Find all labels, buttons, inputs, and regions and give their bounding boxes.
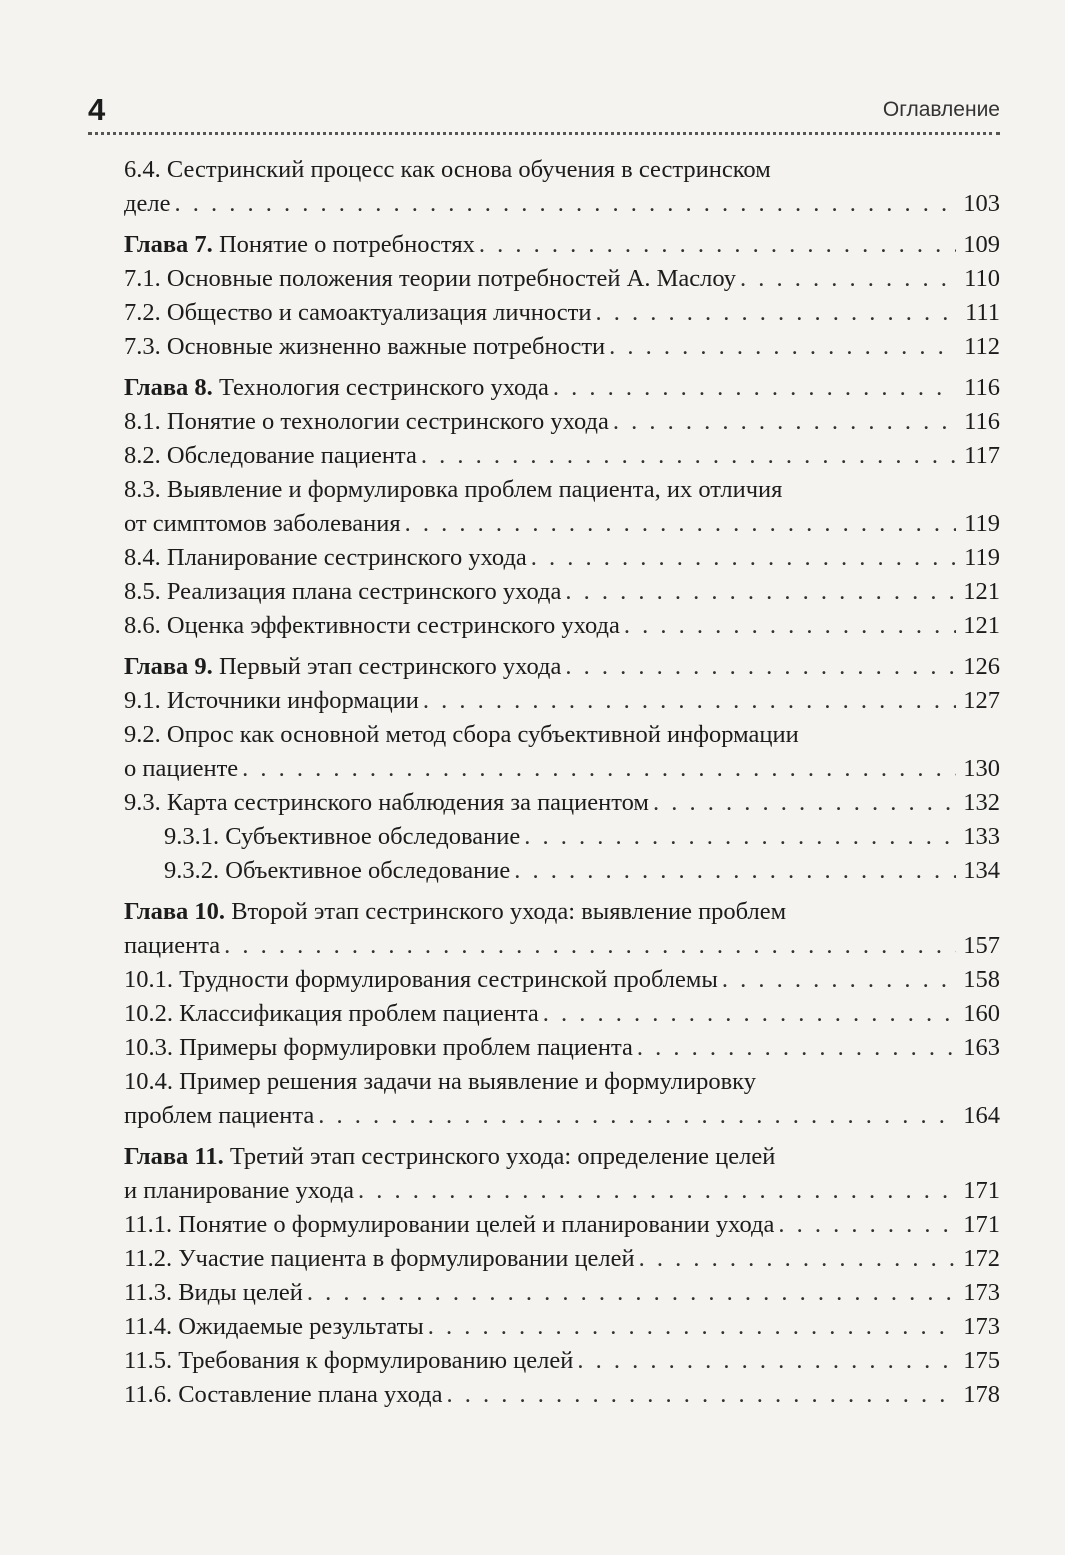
toc-section-entry xyxy=(88,262,1000,296)
toc-entry-line xyxy=(124,187,1000,221)
dot-leader xyxy=(428,1310,956,1344)
toc-entry-line xyxy=(124,929,1000,963)
chapter-label: Глава 8. xyxy=(124,374,213,401)
toc-entry-title xyxy=(124,405,609,439)
dot-leader xyxy=(565,650,956,684)
toc-entry-line xyxy=(124,439,1000,473)
toc-entry-line xyxy=(124,228,1000,262)
toc-entry-title xyxy=(124,439,417,473)
toc-entry-text: 9.3.2. Объективное обследование xyxy=(164,857,511,884)
toc-section-entry xyxy=(88,854,1000,888)
toc-entry-text: Технология сестринского ухода xyxy=(218,374,549,401)
toc-entry-text: 8.2. Обследование пациента xyxy=(124,442,417,469)
dot-leader xyxy=(778,1208,956,1242)
toc-entry-text: Первый этап сестринского ухода xyxy=(218,653,562,680)
toc-entry-text: 8.4. Планирование сестринского ухода xyxy=(124,544,527,571)
toc-entry-title xyxy=(124,609,620,643)
toc-entry-title xyxy=(124,752,238,786)
toc-page-number: 158 xyxy=(963,966,1000,993)
dot-leader xyxy=(514,854,956,888)
page-header xyxy=(88,92,1000,128)
toc-page-number: 160 xyxy=(963,1000,1000,1027)
dot-leader xyxy=(595,296,956,330)
toc-entry-text: 11.5. Требования к формулированию целей xyxy=(124,1347,574,1374)
dot-leader xyxy=(637,1031,956,1065)
toc-section-entry xyxy=(88,718,1000,786)
toc-entry-line xyxy=(124,296,1000,330)
toc-entry-title xyxy=(124,1068,756,1095)
toc-page-number: 111 xyxy=(965,299,1000,326)
toc-entry-text: от симптомов заболевания xyxy=(124,510,401,537)
dot-leader xyxy=(423,684,956,718)
toc-section-entry xyxy=(88,541,1000,575)
toc-entry-line xyxy=(124,371,1000,405)
toc-entry-line xyxy=(124,1378,1000,1412)
toc-entry-title xyxy=(124,262,736,296)
toc-entry-line xyxy=(124,541,1000,575)
toc-page-number: 164 xyxy=(963,1102,1000,1129)
dot-leader xyxy=(174,187,956,221)
toc-entry-line xyxy=(124,1099,1000,1133)
toc-entry-text: 11.6. Составление плана ухода xyxy=(124,1381,443,1408)
toc-entry-line xyxy=(164,854,1000,888)
dot-leader xyxy=(524,820,956,854)
dot-leader xyxy=(242,752,956,786)
toc-entry-line xyxy=(124,405,1000,439)
toc-entry-line xyxy=(124,1242,1000,1276)
toc-entry-text: 7.1. Основные положения теории потребностей А. Маслоу xyxy=(124,265,736,292)
toc-section-entry xyxy=(88,684,1000,718)
toc-page-number: 133 xyxy=(963,823,1000,850)
toc-entry-title xyxy=(164,820,520,854)
toc-section-entry xyxy=(88,1310,1000,1344)
header-dotted-rule xyxy=(88,132,1000,135)
toc-entry-title xyxy=(124,929,220,963)
toc-page-number: 127 xyxy=(963,687,1000,714)
toc-chapter-entry xyxy=(88,1140,1000,1208)
toc-entry-line xyxy=(124,609,1000,643)
toc-entry-line xyxy=(124,752,1000,786)
toc-page-number: 116 xyxy=(964,374,1000,401)
toc-entry-text: 10.2. Классификация проблем пациента xyxy=(124,1000,539,1027)
toc-entry-title xyxy=(124,1242,635,1276)
toc-entry-title xyxy=(124,1310,424,1344)
dot-leader xyxy=(421,439,956,473)
toc-entry-text: 8.3. Выявление и формулировка проблем пациента, их отличия xyxy=(124,476,783,503)
toc-section-entry xyxy=(88,439,1000,473)
toc-entry-text: 11.4. Ожидаемые результаты xyxy=(124,1313,424,1340)
toc-entry-title xyxy=(124,296,591,330)
toc-entry-text: проблем пациента xyxy=(124,1102,315,1129)
dot-leader xyxy=(447,1378,956,1412)
toc-entry-text: 10.4. Пример решения задачи на выявление и формулировку xyxy=(124,1068,756,1095)
toc-entry-title xyxy=(124,1344,573,1378)
toc-entry-title xyxy=(124,1099,314,1133)
toc-entry-line xyxy=(124,684,1000,718)
dot-leader xyxy=(531,541,956,575)
table-of-contents xyxy=(88,153,1000,1412)
toc-entry-title xyxy=(124,371,549,405)
toc-entry-line xyxy=(124,473,1000,507)
toc-entry-title xyxy=(124,1031,633,1065)
toc-entry-text: 6.4. Сестринский процесс как основа обучения в сестринском xyxy=(124,156,771,183)
toc-page-number: 175 xyxy=(963,1347,1000,1374)
toc-section-entry xyxy=(88,1208,1000,1242)
dot-leader xyxy=(553,371,956,405)
toc-section-entry xyxy=(88,997,1000,1031)
running-head: Оглавление xyxy=(882,98,1000,121)
toc-section-entry xyxy=(88,405,1000,439)
dot-leader xyxy=(653,786,956,820)
toc-entry-title xyxy=(124,786,649,820)
dot-leader xyxy=(479,228,956,262)
toc-entry-text: о пациенте xyxy=(124,755,239,782)
toc-section-entry xyxy=(88,296,1000,330)
toc-entry-line xyxy=(124,650,1000,684)
dot-leader xyxy=(722,963,956,997)
toc-entry-title xyxy=(124,721,799,748)
toc-entry-line xyxy=(124,895,1000,929)
toc-entry-title xyxy=(124,898,786,925)
toc-entry-title xyxy=(124,156,771,183)
toc-page-number: 121 xyxy=(963,612,1000,639)
toc-entry-text: 8.5. Реализация плана сестринского ухода xyxy=(124,578,562,605)
toc-entry-text: Понятие о потребностях xyxy=(218,231,475,258)
chapter-label: Глава 7. xyxy=(124,231,213,258)
toc-section-entry xyxy=(88,963,1000,997)
toc-page-number: 119 xyxy=(964,510,1000,537)
toc-entry-line xyxy=(124,1174,1000,1208)
toc-page-number: 130 xyxy=(963,755,1000,782)
toc-entry-line xyxy=(124,153,1000,187)
toc-entry-text: 11.3. Виды целей xyxy=(124,1279,303,1306)
toc-section-entry xyxy=(88,1031,1000,1065)
toc-section-entry xyxy=(88,1065,1000,1133)
toc-entry-title xyxy=(124,1208,774,1242)
toc-page-number: 116 xyxy=(964,408,1000,435)
dot-leader xyxy=(565,575,956,609)
chapter-label: Глава 11. xyxy=(124,1143,224,1170)
toc-page-number: 109 xyxy=(963,231,1000,258)
page-number: 4 xyxy=(88,92,106,127)
dot-leader xyxy=(224,929,956,963)
toc-entry-line xyxy=(124,1208,1000,1242)
toc-entry-text: 11.2. Участие пациента в формулировании целей xyxy=(124,1245,635,1272)
toc-entry-title xyxy=(124,476,782,503)
toc-page-number: 110 xyxy=(964,265,1000,292)
toc-entry-title xyxy=(124,1276,303,1310)
toc-page-number: 173 xyxy=(963,1313,1000,1340)
toc-page-number: 134 xyxy=(963,857,1000,884)
dot-leader xyxy=(358,1174,956,1208)
toc-page-number: 171 xyxy=(963,1177,1000,1204)
toc-section-entry xyxy=(88,153,1000,221)
toc-page-number: 117 xyxy=(964,442,1000,469)
dot-leader xyxy=(543,997,956,1031)
toc-entry-line xyxy=(124,507,1000,541)
toc-page-number: 121 xyxy=(963,578,1000,605)
toc-entry-line xyxy=(124,262,1000,296)
toc-entry-line xyxy=(124,1031,1000,1065)
toc-section-entry xyxy=(88,609,1000,643)
toc-chapter-entry xyxy=(88,895,1000,963)
toc-entry-text: и планирование ухода xyxy=(124,1177,354,1204)
toc-entry-text: пациента xyxy=(124,932,221,959)
toc-page-number: 132 xyxy=(963,789,1000,816)
toc-section-entry xyxy=(88,473,1000,541)
dot-leader xyxy=(405,507,956,541)
dot-leader xyxy=(318,1099,956,1133)
toc-entry-title xyxy=(124,1378,443,1412)
toc-section-entry xyxy=(88,1378,1000,1412)
toc-entry-title xyxy=(124,997,539,1031)
toc-entry-text: 8.1. Понятие о технологии сестринского ухода xyxy=(124,408,609,435)
toc-entry-line xyxy=(124,1276,1000,1310)
chapter-label: Глава 9. xyxy=(124,653,213,680)
toc-entry-line xyxy=(124,718,1000,752)
toc-page-number: 126 xyxy=(963,653,1000,680)
toc-entry-text: 7.2. Общество и самоактуализация личности xyxy=(124,299,592,326)
toc-entry-text: 9.3. Карта сестринского наблюдения за пациентом xyxy=(124,789,649,816)
toc-entry-line xyxy=(124,1310,1000,1344)
toc-entry-title xyxy=(124,507,401,541)
toc-entry-text: 11.1. Понятие о формулировании целей и планировании ухода xyxy=(124,1211,775,1238)
toc-entry-title xyxy=(124,650,561,684)
toc-entry-title xyxy=(124,330,605,364)
toc-entry-line xyxy=(124,786,1000,820)
toc-entry-text: 9.2. Опрос как основной метод сбора субъективной информации xyxy=(124,721,799,748)
dot-leader xyxy=(609,330,956,364)
toc-entry-text: 9.3.1. Субъективное обследование xyxy=(164,823,521,850)
toc-page-number: 178 xyxy=(963,1381,1000,1408)
toc-page-number: 171 xyxy=(963,1211,1000,1238)
dot-leader xyxy=(740,262,956,296)
toc-page-number: 172 xyxy=(963,1245,1000,1272)
toc-entry-title xyxy=(164,854,510,888)
toc-section-entry xyxy=(88,1276,1000,1310)
toc-entry-text: 10.3. Примеры формулировки проблем пациента xyxy=(124,1034,633,1061)
chapter-label: Глава 10. xyxy=(124,898,226,925)
toc-page-number: 103 xyxy=(963,190,1000,217)
toc-section-entry xyxy=(88,330,1000,364)
toc-section-entry xyxy=(88,575,1000,609)
dot-leader xyxy=(577,1344,956,1378)
dot-leader xyxy=(639,1242,956,1276)
toc-entry-text: 9.1. Источники информации xyxy=(124,687,419,714)
toc-section-entry xyxy=(88,786,1000,820)
toc-entry-title xyxy=(124,963,718,997)
toc-section-entry xyxy=(88,1344,1000,1378)
toc-page-number: 112 xyxy=(964,333,1000,360)
toc-entry-line xyxy=(124,575,1000,609)
toc-entry-line xyxy=(124,963,1000,997)
toc-entry-text: 8.6. Оценка эффективности сестринского ухода xyxy=(124,612,620,639)
toc-section-entry xyxy=(88,820,1000,854)
toc-page-number: 163 xyxy=(963,1034,1000,1061)
toc-entry-title xyxy=(124,1174,354,1208)
toc-entry-title xyxy=(124,187,170,221)
toc-entry-text: Второй этап сестринского ухода: выявление проблем xyxy=(231,898,787,925)
toc-section-entry xyxy=(88,1242,1000,1276)
toc-entry-text: 10.1. Трудности формулирования сестринской проблемы xyxy=(124,966,718,993)
toc-page-number: 157 xyxy=(963,932,1000,959)
toc-page-number: 173 xyxy=(963,1279,1000,1306)
dot-leader xyxy=(307,1276,956,1310)
toc-entry-title xyxy=(124,684,419,718)
toc-chapter-entry xyxy=(88,228,1000,262)
toc-entry-text: 7.3. Основные жизненно важные потребности xyxy=(124,333,606,360)
toc-entry-line xyxy=(164,820,1000,854)
toc-entry-title xyxy=(124,228,475,262)
toc-entry-line xyxy=(124,997,1000,1031)
toc-entry-line xyxy=(124,330,1000,364)
toc-chapter-entry xyxy=(88,650,1000,684)
toc-entry-text: деле xyxy=(124,190,171,217)
toc-entry-title xyxy=(124,541,527,575)
dot-leader xyxy=(624,609,956,643)
toc-entry-line xyxy=(124,1344,1000,1378)
toc-entry-text: Третий этап сестринского ухода: определение целей xyxy=(229,1143,776,1170)
toc-entry-line xyxy=(124,1065,1000,1099)
toc-entry-line xyxy=(124,1140,1000,1174)
toc-entry-title xyxy=(124,1143,775,1170)
toc-chapter-entry xyxy=(88,371,1000,405)
toc-page-number: 119 xyxy=(964,544,1000,571)
toc-entry-title xyxy=(124,575,561,609)
dot-leader xyxy=(613,405,956,439)
